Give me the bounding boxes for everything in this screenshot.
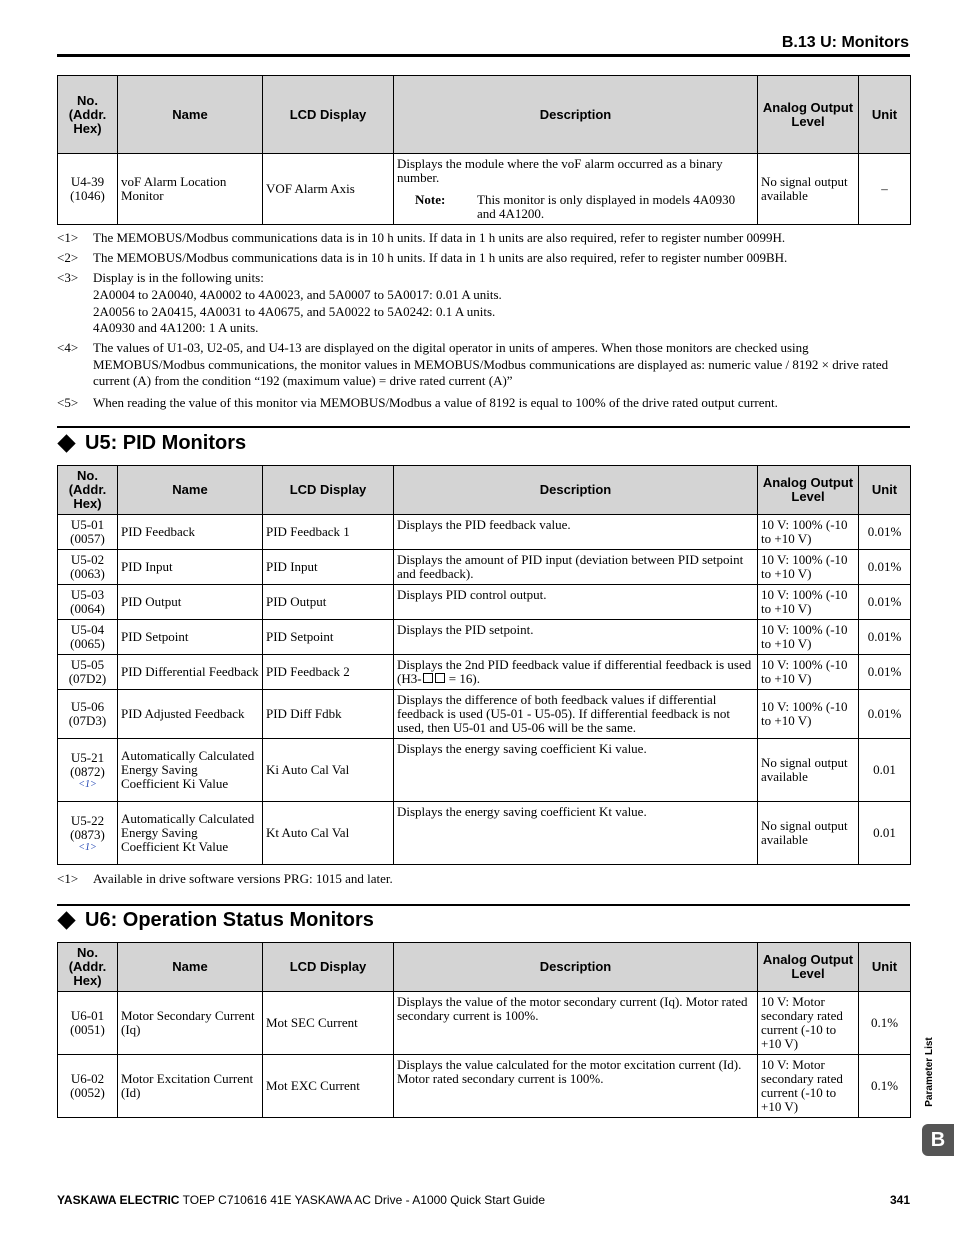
param-lcd: PID Diff Fdbk xyxy=(263,690,394,739)
param-name: Automatically Calculated Energy Saving Coefficient Ki Value xyxy=(118,739,263,802)
param-unit: 0.1% xyxy=(859,992,911,1055)
table-header-row xyxy=(58,943,911,992)
section-rule xyxy=(57,426,910,428)
col-unit: Unit xyxy=(859,466,911,515)
param-no: U5-01 (0057) xyxy=(58,515,118,550)
note xyxy=(397,193,754,221)
param-desc: Displays the difference of both feedback values if differential feedback is used (U5-01 - U5-05). If differential feedback is not used, then U5-01 and U5-06 will be the same. xyxy=(394,690,758,739)
footer-doc-title: TOEP C710616 41E YASKAWA AC Drive - A1000 Quick Start Guide xyxy=(182,1193,546,1207)
param-desc: Displays the energy saving coefficient Ki value. xyxy=(394,739,758,802)
col-no: No. (Addr. Hex) xyxy=(58,76,118,154)
section-title-u5: U5: PID Monitors xyxy=(57,429,246,457)
param-lcd: Mot SEC Current xyxy=(263,992,394,1055)
param-unit: 0.01% xyxy=(859,515,911,550)
param-desc: Displays the energy saving coefficient Kt value. xyxy=(394,802,758,865)
footnote: <3> Display is in the following units: xyxy=(57,270,264,285)
note-label: Note: xyxy=(415,192,446,207)
param-lcd: PID Feedback 2 xyxy=(263,655,394,690)
param-no: U5-02 (0063) xyxy=(58,550,118,585)
param-lcd: Kt Auto Cal Val xyxy=(263,802,394,865)
param-unit: 0.01 xyxy=(859,739,911,802)
col-lcd: LCD Display xyxy=(263,76,394,154)
footnote: <1> The MEMOBUS/Modbus communications data is in 10 h units. If data in 1 h units are also required, refer to register number 0099H. xyxy=(57,230,786,245)
col-desc: Description xyxy=(394,943,758,992)
appendix-tab[interactable]: B xyxy=(922,1124,954,1156)
diamond-bullet-icon xyxy=(57,434,75,452)
param-no: U4-39 (1046) xyxy=(58,154,118,225)
col-analog: Analog Output Level xyxy=(758,943,859,992)
param-analog: 10 V: Motor secondary rated current (-10 to +10 V) xyxy=(758,1055,859,1118)
param-unit: 0.01% xyxy=(859,655,911,690)
param-analog: 10 V: 100% (-10 to +10 V) xyxy=(758,655,859,690)
footnote: <2> The MEMOBUS/Modbus communications data is in 10 h units. If data in 1 h units are also required, refer to register number 009BH. xyxy=(57,250,788,265)
side-tab-label: Parameter List xyxy=(923,1037,935,1107)
u4-table xyxy=(57,75,911,225)
param-lcd: PID Feedback 1 xyxy=(263,515,394,550)
footnote: 2A0056 to 2A0415, 4A0031 to 4A0675, and 5A0022 to 5A0242: 0.1 A units. xyxy=(93,304,496,319)
param-desc: Displays the PID feedback value. xyxy=(394,515,758,550)
param-unit: 0.01 xyxy=(859,802,911,865)
param-name: Automatically Calculated Energy Saving Coefficient Kt Value xyxy=(118,802,263,865)
header-rule xyxy=(57,54,910,57)
param-unit: 0.1% xyxy=(859,1055,911,1118)
col-desc: Description xyxy=(394,76,758,154)
param-lcd: PID Setpoint xyxy=(263,620,394,655)
footnote-ref-link[interactable]: <1> xyxy=(78,778,97,790)
table-row xyxy=(58,992,911,1055)
diamond-bullet-icon xyxy=(57,911,75,929)
table-row xyxy=(58,655,911,690)
footnote: <4> The values of U1-03, U2-05, and U4-13 are displayed on the digital operator in units of amperes. When those monitors are checked using MEMOBUS/Modbus communications, the monitor values in MEMOBUS/Modbus communications are displayed as: numeric value / 8192 × drive rated current (A) from the condition “192 (maximum value) = drive rated current (A)” xyxy=(57,340,889,388)
param-name: PID Setpoint xyxy=(118,620,263,655)
table-row xyxy=(58,1055,911,1118)
col-name: Name xyxy=(118,76,263,154)
col-analog: Analog Output Level xyxy=(758,76,859,154)
u5-table xyxy=(57,465,911,865)
param-desc: Displays the amount of PID input (deviation between PID setpoint and feedback). xyxy=(394,550,758,585)
param-lcd: PID Input xyxy=(263,550,394,585)
u6-table xyxy=(57,942,911,1118)
param-lcd: VOF Alarm Axis xyxy=(263,154,394,225)
col-lcd: LCD Display xyxy=(263,943,394,992)
param-analog: No signal output available xyxy=(758,154,859,225)
page-number: 341 xyxy=(889,1193,910,1207)
param-unit: 0.01% xyxy=(859,690,911,739)
param-unit: 0.01% xyxy=(859,550,911,585)
param-lcd: Ki Auto Cal Val xyxy=(263,739,394,802)
param-lcd: PID Output xyxy=(263,585,394,620)
param-no: U5-04 (0065) xyxy=(58,620,118,655)
table-header-row xyxy=(58,466,911,515)
param-analog: 10 V: 100% (-10 to +10 V) xyxy=(758,515,859,550)
page-footer xyxy=(57,1193,910,1207)
table-row xyxy=(58,690,911,739)
footnote: <1> Available in drive software versions PRG: 1015 and later. xyxy=(57,871,393,886)
note-text: This monitor is only displayed in models 4A0930 and 4A1200. xyxy=(477,192,736,221)
footnote: 2A0004 to 2A0040, 4A0002 to 4A0023, and 5A0007 to 5A0017: 0.01 A units. xyxy=(93,287,502,302)
footnote: 4A0930 and 4A1200: 1 A units. xyxy=(93,320,259,335)
col-analog: Analog Output Level xyxy=(758,466,859,515)
param-name: Motor Excitation Current (Id) xyxy=(118,1055,263,1118)
param-no: U6-01 (0051) xyxy=(58,992,118,1055)
param-desc: Displays the 2nd PID feedback value if differential feedback is used (H3- = 16). xyxy=(394,655,758,690)
param-desc: Displays the value calculated for the motor excitation current (Id). Motor rated secondary current is 100%. xyxy=(394,1055,758,1118)
param-name: Motor Secondary Current (Iq) xyxy=(118,992,263,1055)
footnote-ref-link[interactable]: <1> xyxy=(78,841,97,853)
param-desc: Displays the value of the motor secondary current (Iq). Motor rated secondary current is 100%. xyxy=(394,992,758,1055)
col-unit: Unit xyxy=(859,943,911,992)
section-title-u6: U6: Operation Status Monitors xyxy=(57,906,374,934)
param-lcd: Mot EXC Current xyxy=(263,1055,394,1118)
col-unit: Unit xyxy=(859,76,911,154)
table-row xyxy=(58,802,911,865)
placeholder-square-icon xyxy=(423,673,433,683)
param-analog: No signal output available xyxy=(758,802,859,865)
table-row xyxy=(58,515,911,550)
col-no: No. (Addr. Hex) xyxy=(58,943,118,992)
param-desc: Displays the module where the voF alarm occurred as a binary number. Note: This monitor is only displayed in models 4A0930 and 4A1200. xyxy=(394,154,758,225)
param-analog: 10 V: 100% (-10 to +10 V) xyxy=(758,690,859,739)
footer-doc xyxy=(57,1193,545,1207)
param-analog: 10 V: 100% (-10 to +10 V) xyxy=(758,550,859,585)
col-name: Name xyxy=(118,943,263,992)
param-name: PID Output xyxy=(118,585,263,620)
param-no: U5-06 (07D3) xyxy=(58,690,118,739)
placeholder-square-icon xyxy=(435,673,445,683)
table-row xyxy=(58,620,911,655)
param-analog: 10 V: Motor secondary rated current (-10 to +10 V) xyxy=(758,992,859,1055)
param-name: PID Input xyxy=(118,550,263,585)
param-name: PID Feedback xyxy=(118,515,263,550)
section-header: B.13 U: Monitors xyxy=(781,34,909,51)
table-row xyxy=(58,154,911,225)
param-name: PID Adjusted Feedback xyxy=(118,690,263,739)
param-unit: 0.01% xyxy=(859,620,911,655)
param-analog: No signal output available xyxy=(758,739,859,802)
param-name: PID Differential Feedback xyxy=(118,655,263,690)
param-unit: – xyxy=(859,154,911,225)
param-name: voF Alarm Location Monitor xyxy=(118,154,263,225)
footnote: <5> When reading the value of this monitor via MEMOBUS/Modbus a value of 8192 is equal to 100% of the drive rated output current. xyxy=(57,395,778,410)
param-unit: 0.01% xyxy=(859,585,911,620)
param-no: U5-05 (07D2) xyxy=(58,655,118,690)
col-desc: Description xyxy=(394,466,758,515)
param-no: U5-21 (0872) <1> xyxy=(58,739,118,802)
param-desc: Displays the PID setpoint. xyxy=(394,620,758,655)
table-header-row xyxy=(58,76,911,154)
param-desc: Displays PID control output. xyxy=(394,585,758,620)
param-no: U5-03 (0064) xyxy=(58,585,118,620)
param-analog: 10 V: 100% (-10 to +10 V) xyxy=(758,585,859,620)
col-name: Name xyxy=(118,466,263,515)
table-row xyxy=(58,739,911,802)
param-no: U5-22 (0873) <1> xyxy=(58,802,118,865)
footer-brand: YASKAWA ELECTRIC xyxy=(57,1193,180,1207)
param-analog: 10 V: 100% (-10 to +10 V) xyxy=(758,620,859,655)
table-row xyxy=(58,585,911,620)
param-no: U6-02 (0052) xyxy=(58,1055,118,1118)
table-row xyxy=(58,550,911,585)
col-lcd: LCD Display xyxy=(263,466,394,515)
col-no: No. (Addr. Hex) xyxy=(58,466,118,515)
